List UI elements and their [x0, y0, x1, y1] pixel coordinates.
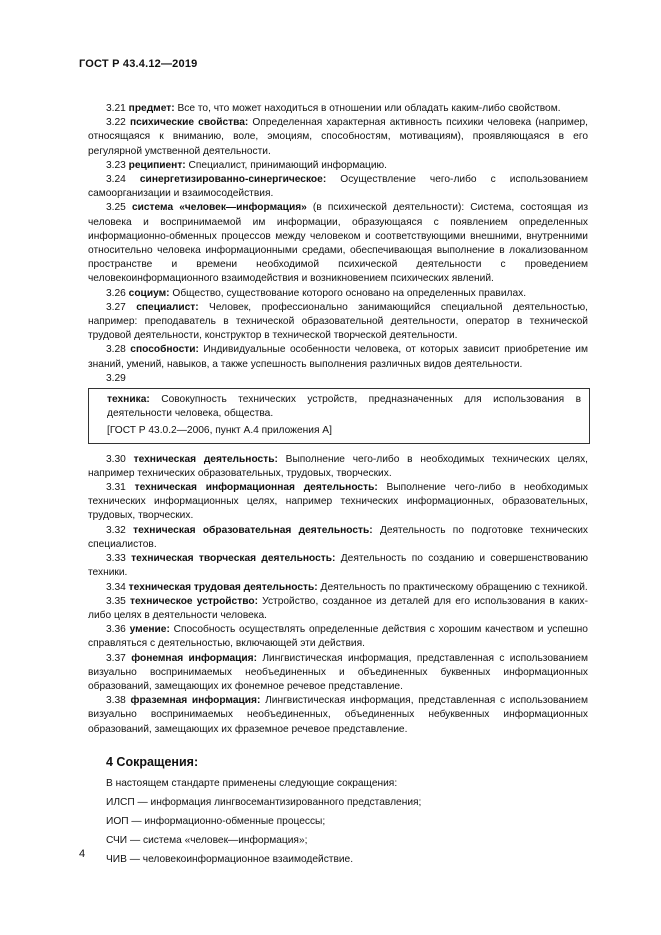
term-title: психические свойства:	[129, 117, 249, 129]
term-entry	[88, 481, 588, 524]
term-definition: Лингвистическая информация, представленная с использованием визуально воспринимаемых необъединенных и объединенных буквенных информационных образований, замещающих их фонемное речевое представление.	[88, 652, 588, 692]
term-definition: Общество, существование которого основано на определенных правилах.	[172, 287, 527, 299]
term-entry	[88, 287, 588, 301]
boxed-term	[88, 388, 590, 444]
term-definition: Человек, профессионально занимающийся специальной деятельностью, например: преподаватель в технической образовательной деятельности, оператор в технической трудовой деятельности, конструктор в технической творческой деятельности.	[88, 301, 588, 342]
abbreviation-item: ИЛСП — информация лингвосемантизированного представления;	[106, 796, 422, 808]
abbreviation-list	[88, 796, 588, 867]
term-title: техническая информационная деятельность:	[134, 482, 378, 494]
term-entry	[88, 343, 588, 371]
term-entry	[88, 623, 588, 651]
term-title: техническая творческая деятельность:	[131, 553, 336, 565]
term-number: 3.24	[106, 174, 126, 186]
section-intro: В настоящем стандарте применены следующие сокращения:	[106, 777, 398, 789]
term-definition: Деятельность по созданию и совершенствованию техники.	[88, 553, 588, 579]
boxed-term-number: 3.29	[106, 372, 126, 384]
terms-list-b	[88, 453, 588, 737]
page-number: 4	[79, 848, 86, 860]
term-number: 3.26	[106, 287, 126, 299]
term-definition: Устройство, созданное из деталей для его использования в каких-либо целях в деятельности человека.	[88, 595, 588, 621]
document-header: ГОСТ Р 43.4.12—2019	[79, 58, 198, 70]
boxed-term-reference: [ГОСТ Р 43.0.2—2006, пункт А.4 приложения А]	[107, 425, 332, 437]
term-title: реципиент:	[128, 159, 186, 171]
term-entry	[88, 453, 588, 481]
term-number: 3.32	[106, 524, 126, 536]
term-number: 3.34	[106, 581, 126, 593]
term-number: 3.22	[106, 117, 126, 129]
term-definition: Специалист, принимающий информацию.	[188, 159, 387, 171]
term-number: 3.30	[106, 453, 126, 465]
boxed-term-text: Совокупность технических устройств, предназначенных для использования в деятельности человека, общества.	[107, 394, 581, 420]
term-entry	[88, 552, 588, 580]
term-title: фраземная информация:	[130, 695, 261, 707]
term-title: техническая деятельность:	[133, 453, 278, 465]
boxed-term-title: техника:	[107, 394, 150, 406]
term-definition: Деятельность по подготовке технических специалистов.	[88, 524, 588, 550]
term-entry	[88, 581, 588, 595]
term-entry	[88, 652, 588, 695]
term-entry	[88, 595, 588, 623]
term-number: 3.25	[106, 202, 126, 214]
term-entry	[88, 694, 588, 737]
section-title: 4 Сокращения:	[106, 754, 199, 769]
term-title: способности:	[130, 344, 199, 356]
term-definition: Все то, что может находиться в отношении или обладать каким-либо свойством.	[177, 103, 561, 114]
abbreviation-item: СЧИ — система «человек—информация»;	[106, 834, 308, 846]
abbreviation-item: ИОП — информационно-обменные процессы;	[106, 815, 326, 827]
term-title: техническая трудовая деятельность:	[128, 581, 318, 593]
term-number: 3.37	[106, 652, 126, 664]
term-definition: Лингвистическая информация, представленная с использованием визуально воспринимаемых необъединенных, объединенных небуквенных информационных образований, замещающих их фраземное речевое представление.	[88, 695, 588, 735]
term-entry	[88, 524, 588, 552]
term-number: 3.36	[106, 624, 126, 636]
term-entry	[88, 102, 588, 116]
term-definition: Определенная характерная активность психики человека (например, относящаяся к вниманию, воле, эмоциям, способностям, мотивациям), проявляющаяся в его регулярной умственной деятельности.	[88, 117, 588, 157]
term-title: предмет:	[128, 103, 175, 114]
term-definition: Выполнение чего-либо в необходимых технических целях, например технических образовательных, трудовых, творческих.	[88, 453, 589, 479]
document-body	[88, 102, 588, 872]
term-title: фонемная информация:	[131, 652, 257, 664]
term-number: 3.28	[106, 344, 126, 356]
terms-list-a	[88, 102, 588, 372]
term-entry	[88, 173, 588, 201]
term-entry	[88, 116, 588, 159]
term-title: техническая образовательная деятельность:	[133, 524, 373, 536]
term-number: 3.27	[106, 301, 126, 313]
term-definition: Деятельность по практическому обращению с техникой.	[320, 581, 588, 593]
abbreviation-item: ЧИВ — человекоинформационное взаимодействие.	[106, 853, 354, 865]
term-title: социум:	[128, 287, 170, 299]
term-number: 3.31	[106, 482, 126, 494]
term-number: 3.21	[106, 103, 126, 114]
term-title: умение:	[129, 624, 170, 636]
term-title: техническое устройство:	[130, 595, 258, 607]
term-number: 3.38	[106, 695, 126, 707]
term-definition: Способность осуществлять определенные действия с хорошим качеством и успешно справляться с деятельностью, включающей эти действия.	[88, 624, 588, 650]
term-number: 3.23	[106, 159, 126, 171]
term-definition: Выполнение чего-либо в необходимых технических информационных целях, например технических информационных, образовательных, трудовых, творческих.	[88, 482, 588, 522]
boxed-term-definition	[107, 393, 581, 421]
term-title: система «человек—информация»	[131, 202, 307, 214]
term-title: специалист:	[136, 301, 199, 313]
term-number: 3.33	[106, 553, 126, 565]
term-entry	[88, 301, 588, 344]
term-definition: (в психической деятельности): Система, состоящая из человека и воспринимаемой им информации, образующаяся с появлением определенных информационно-обменных процессов между человеком и соответствующими внешними, внутренними относительно человека информационными средами, обеспечивающая выполнение в локализованном пространстве и времени необходимой психической деятельности с проведением человекоинформационного взаимодействия и возникновением психических явлений.	[88, 202, 588, 285]
term-entry	[88, 159, 588, 173]
term-title: синергетизированно-синергическое:	[139, 174, 327, 186]
term-entry	[88, 201, 588, 286]
term-number: 3.35	[106, 595, 126, 607]
term-definition: Осуществление чего-либо с использованием самоорганизации и взаимосодействия.	[88, 174, 588, 200]
term-definition: Индивидуальные особенности человека, от которых зависит приобретение им знаний, умений, навыков, а также успешность выполнения различных видов деятельности.	[88, 344, 588, 370]
